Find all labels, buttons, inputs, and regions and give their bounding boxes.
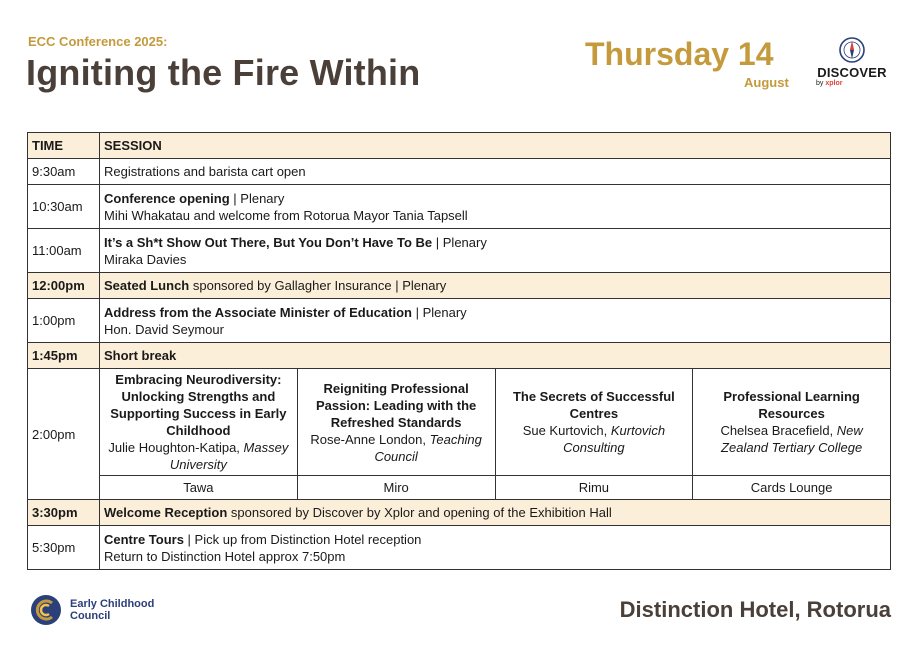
ecc-logo-icon [30,594,62,626]
session-time: 5:30pm [28,526,100,570]
workshop-row [28,369,891,476]
event-day: Thursday 14 [585,36,774,72]
session-cell: Conference opening | Plenary Mihi Whakatau and welcome from Rotorua Mayor Tania Tapsell [100,185,891,229]
session-time: 12:00pm [28,273,100,299]
table-row [28,526,891,570]
xplor-byline: by xplor [816,80,843,87]
conference-eyebrow: ECC Conference 2025: [28,34,168,49]
session-cell: Registrations and barista cart open [100,159,891,185]
session-time: 9:30am [28,159,100,185]
org-name-line2: Council [70,610,111,622]
room-label: Tawa [100,476,298,500]
session-time: 1:45pm [28,343,100,369]
room-row [28,476,891,500]
room-label: Cards Lounge [693,476,891,500]
ecc-logo [30,594,154,626]
table-row [28,500,891,526]
schedule-table [27,132,891,570]
session-cell: Short break [100,343,891,369]
session-time: 3:30pm [28,500,100,526]
compass-icon [838,36,866,64]
discover-wordmark: DISCOVER [817,65,887,80]
table-row [28,299,891,343]
table-row [28,343,891,369]
table-row [28,273,891,299]
session-cell: Seated Lunch sponsored by Gallagher Insurance | Plenary [100,273,891,299]
session-time: 11:00am [28,229,100,273]
session-time: 1:00pm [28,299,100,343]
workshop-cell: Embracing Neurodiversity: Unlocking Strengths and Supporting Success in Early Childhood Julie Houghton-Katipa, Massey University [100,369,298,476]
session-cell: Welcome Reception sponsored by Discover by Xplor and opening of the Exhibition Hall [100,500,891,526]
col-session-header: SESSION [100,133,891,159]
event-month: August [744,75,789,90]
org-name-line1: Early Childhood [70,598,155,610]
table-row [28,159,891,185]
session-time: 2:00pm [28,369,100,500]
workshop-cell: Professional Learning Resources Chelsea Bracefield, New Zealand Tertiary College [693,369,891,476]
session-time: 10:30am [28,185,100,229]
table-header-row [28,133,891,159]
room-label: Miro [297,476,495,500]
discover-logo [812,36,892,87]
page-title: Igniting the Fire Within [26,52,421,93]
room-label: Rimu [495,476,693,500]
table-row [28,229,891,273]
venue-name: Distinction Hotel, Rotorua [619,597,891,622]
table-row [28,185,891,229]
session-cell: It’s a Sh*t Show Out There, But You Don’t Have To Be | Plenary Miraka Davies [100,229,891,273]
col-time-header: TIME [28,133,100,159]
session-cell: Centre Tours | Pick up from Distinction Hotel reception Return to Distinction Hotel approx 7:50pm [100,526,891,570]
workshop-cell: Reigniting Professional Passion: Leading with the Refreshed Standards Rose-Anne London, Teaching Council [297,369,495,476]
session-cell: Address from the Associate Minister of Education | Plenary Hon. David Seymour [100,299,891,343]
workshop-cell: The Secrets of Successful Centres Sue Kurtovich, Kurtovich Consulting [495,369,693,476]
